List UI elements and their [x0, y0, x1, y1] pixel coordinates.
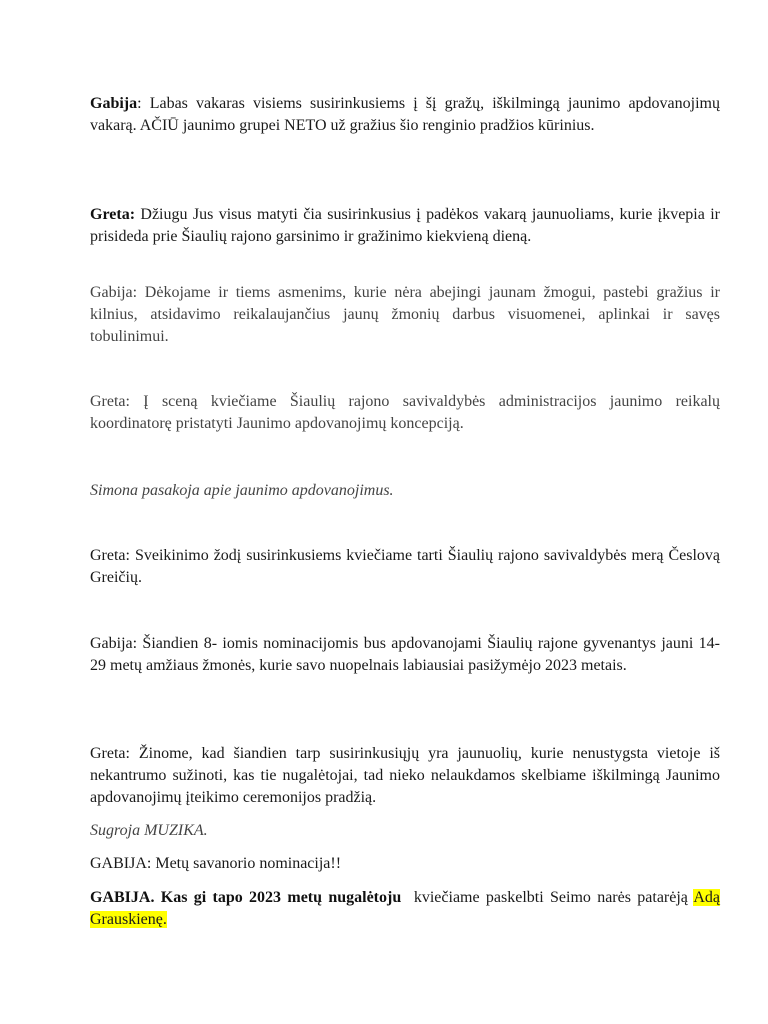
document-page — [90, 0, 720, 1024]
paragraph-text: : Labas vakaras visiems susirinkusiems į šį gražų, iškilmingą jaunimo apdovanojimų vakarą. AČIŪ jaunimo grupei NETO už gražius šio renginio pradžios kūrinius. — [90, 95, 720, 134]
paragraph-gabija-nominations: Gabija: Šiandien 8- iomis nominacijomis bus apdovanojami Šiaulių rajone gyvenantys jauni 14-29 metų amžiaus žmonės, kurie savo nuopelnais labiausiai pasižymėjo 2023 metais. — [90, 635, 720, 674]
paragraph-greta-ceremony-start: Greta: Žinome, kad šiandien tarp susirinkusiųjų yra jaunuolių, kurie nenustygsta vietoje iš nekantrumo sužinoti, kas tie nugalėtojai, tad nieko nelaukdamos skelbiame iškilmingą Jaunimo apdovanojimų įteikimo ceremonijos pradžią. — [90, 745, 720, 806]
paragraph-text: Džiugu Jus visus matyti čia susirinkusius į padėkos vakarą jaunuoliams, kurie įkvepia ir prisideda prie Šiaulių rajono garsinimo ir gražinimo kiekvieną dieną. — [90, 206, 720, 245]
paragraph-greta-invite-coordinator: Greta: Į sceną kviečiame Šiaulių rajono savivaldybės administracijos jaunimo reikalų koordinatorę pristatyti Jaunimo apdovanojimų koncepciją. — [90, 393, 720, 432]
paragraph-greta-invite-mayor: Greta: Sveikinimo žodį susirinkusiems kviečiame tarti Šiaulių rajono savivaldybės merą Česlovą Greičių. — [90, 547, 720, 586]
paragraph-gabija-welcome — [90, 93, 720, 137]
stage-direction-simona: Simona pasakoja apie jaunimo apdovanojimus. — [90, 482, 394, 499]
bold-lead: GABIJA. Kas gi tapo 2023 metų nugalėtoju — [90, 889, 402, 906]
paragraph-gabija-gratitude: Gabija: Dėkojame ir tiems asmenims, kurie nėra abejingi jaunam žmogui, pastebi gražius ir kilnius, atsidavimo reikalaujančius jaunų žmonių darbus visuomenei, aplinkai ir savęs tobulinimui. — [90, 284, 720, 345]
highlighted-name: Adą Grauskienę. — [90, 889, 720, 928]
speaker-label: Gabija — [90, 95, 138, 112]
stage-direction-music: Sugroja MUZIKA. — [90, 822, 208, 839]
paragraph-greta-thanks — [90, 204, 720, 248]
paragraph-gabija-volunteer-nomination: GABIJA: Metų savanorio nominacija!! — [90, 855, 342, 872]
paragraph-text: kviečiame paskelbti Seimo narės patarėją — [401, 889, 694, 906]
paragraph-gabija-winner-announce — [90, 887, 720, 931]
speaker-label: Greta: — [90, 206, 136, 223]
